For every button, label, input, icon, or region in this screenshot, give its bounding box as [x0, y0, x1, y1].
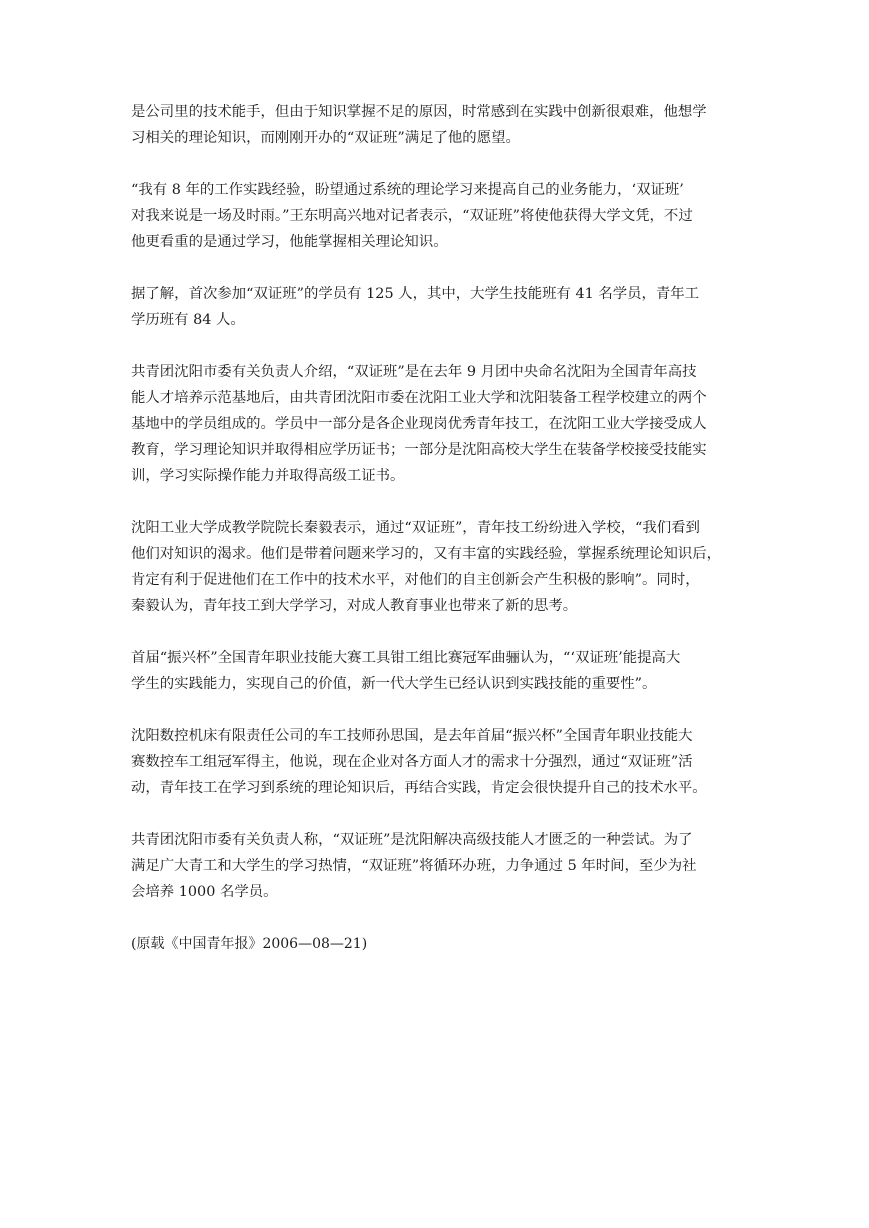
paragraph: 沈阳数控机床有限责任公司的车工技师孙思国，是去年首届“振兴杯”全国青年职业技能大 赛数控车工组冠军得主，他说，现在企业对各方面人才的需求十分强烈，通过“双证班”活 动，青年技工在学习到系统的理论知识后，再结合实践，肯定会很快提升自己的技术水平。: [131, 728, 707, 796]
paragraph: 沈阳工业大学成教学院院长秦毅表示，通过“双证班”，青年技工纷纷进入学校，“我们看到 他们对知识的渴求。他们是带着问题来学习的，又有丰富的实践经验，掌握系统理论知识后， 肯定有利于促进他们在工作中的技术水平，对他们的自主创新会产生积极的影响”。同时， 秦毅认为，青年技工到大学学习，对成人教育事业也带来了新的思考。: [131, 520, 722, 614]
paragraph: 据了解，首次参加“双证班”的学员有 125 人，其中，大学生技能班有 41 名学员，青年工 学历班有 84 人。: [131, 286, 700, 328]
paragraph: “我有 8 年的工作实践经验，盼望通过系统的理论学习来提高自己的业务能力，‘双证班’ 对我来说是一场及时雨。”王东明高兴地对记者表示，“双证班”将使他获得大学文凭，不过 他更看重的是通过学习，他能掌握相关理论知识。: [131, 182, 693, 250]
source-citation: (原载《中国青年报》2006—08—21): [131, 936, 368, 952]
paragraph: 共青团沈阳市委有关负责人称，“双证班”是沈阳解决高级技能人才匮乏的一种尝试。为了 满足广大青工和大学生的学习热情，“双证班”将循环办班，力争通过 5 年时间，至少为社 会培养 1000 名学员。: [131, 832, 697, 900]
paragraph: 共青团沈阳市委有关负责人介绍，“双证班”是在去年 9 月团中央命名沈阳为全国青年高技 能人才培养示范基地后，由共青团沈阳市委在沈阳工业大学和沈阳装备工程学校建立的两个 基地中的学员组成的。学员中一部分是各企业现岗优秀青年技工，在沈阳工业大学接受成人 教育，学习理论知识并取得相应学历证书；一部分是沈阳高校大学生在装备学校接受技能实 训，学习实际操作能力并取得高级工证书。: [131, 364, 707, 484]
article-body: [131, 99, 741, 957]
paragraph: 首届“振兴杯”全国青年职业技能大赛工具钳工组比赛冠军曲骊认为，“‘双证班’能提高大 学生的实践能力，实现自己的价值，新一代大学生已经认识到实践技能的重要性”。: [131, 650, 681, 692]
paragraph: 是公司里的技术能手，但由于知识掌握不足的原因，时常感到在实践中创新很艰难，他想学 习相关的理论知识，而刚刚开办的“双证班”满足了他的愿望。: [131, 104, 707, 146]
